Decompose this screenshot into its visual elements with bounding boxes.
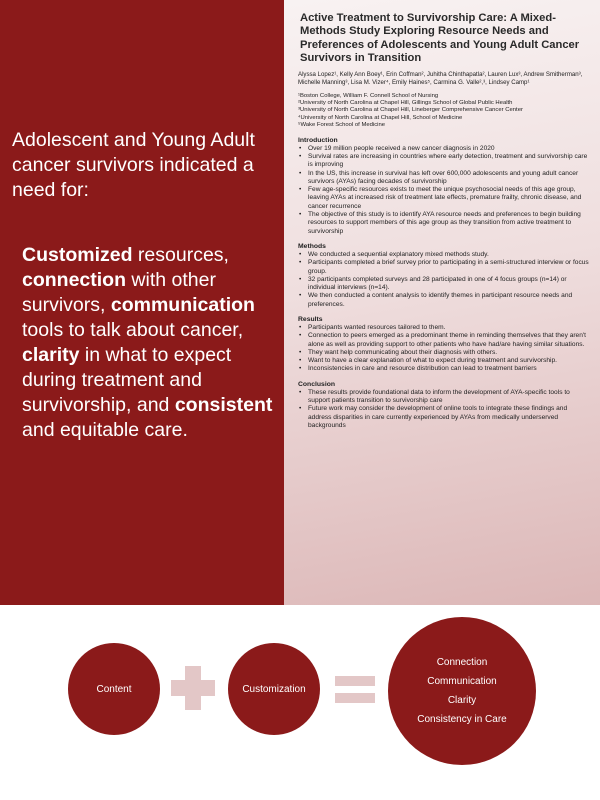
content-circle — [68, 643, 160, 735]
section-introduction — [298, 137, 590, 236]
need-keyword: Customized — [22, 244, 133, 266]
section-heading: Conclusion — [298, 380, 336, 388]
result-item: Clarity — [447, 695, 477, 706]
bullet-item: • Few age-specific resources exists to meet the unique psychosocial needs of this age group, leaving AYAs at increased risk of treatment late effects, premature frailty, chronic disease, and cancer recurrence — [298, 186, 590, 211]
bullet-list — [298, 251, 590, 309]
bullet-item: • In the US, this increase in survival has left over 600,000 adolescents and young adult cancer survivors (AYAs) facing decades of survivorship — [298, 170, 590, 187]
affiliation: ⁴University of North Carolina at Chapel Hill, School of Medicine — [298, 114, 463, 121]
bullet-list — [298, 389, 590, 430]
bullet-item: • Participants completed a brief survey prior to participating in a semi-structured interview or focus group. — [298, 259, 590, 276]
equals-icon — [335, 693, 375, 703]
section-methods — [298, 243, 590, 309]
paper-title: Active Treatment to Survivorship Care: A Mixed-Methods Study Exploring Resource Needs and Preferences of Adolescents and Young Adult Cancer Survivors in Transition — [300, 12, 580, 65]
equals-icon — [335, 676, 375, 686]
affiliations — [298, 93, 590, 130]
need-keyword: clarity — [22, 344, 80, 366]
affiliation: ²University of North Carolina at Chapel Hill, Gillings School of Global Public Health — [298, 100, 513, 107]
section-conclusion — [298, 381, 590, 430]
section-heading: Methods — [298, 242, 326, 250]
need-text: resources, — [132, 244, 229, 266]
need-text: with other survivors, — [22, 269, 216, 316]
need-keyword: consistent — [174, 394, 273, 416]
bullet-list — [298, 324, 590, 374]
affiliation: ³University of North Carolina at Chapel Hill, Lineberger Comprehensive Cancer Center — [298, 107, 523, 114]
bullet-item: • Over 19 million people received a new cancer diagnosis in 2020 — [298, 145, 590, 153]
affiliation: ⁵Wake Forest School of Medicine — [298, 122, 386, 129]
bullet-item: • 32 participants completed surveys and 28 participated in one of 4 focus groups (n=14) or individual interviews (n=14). — [298, 276, 590, 293]
need-keyword: communication — [110, 294, 255, 316]
result-item: Consistency in Care — [417, 714, 507, 725]
bullet-item: • Participants wanted resources tailored to them. — [298, 324, 590, 332]
bullet-item: • They want help communicating about their diagnosis with others. — [298, 349, 590, 357]
plus-icon — [185, 666, 201, 710]
bullet-item: • The objective of this study is to identify AYA resource needs and preferences to begin building resources to support members of this age group as they transition from active treatment to survivorship — [298, 211, 590, 236]
result-item: Connection — [436, 657, 488, 668]
bullet-item: • Connection to peers emerged as a predominant theme in reminding themselves that they aren't alone as well as providing support to other patients who have had/are having similar situations. — [298, 332, 590, 349]
bullet-item: • Future work may consider the development of online tools to integrate these findings and address disparities in care currently experienced by AYAs from medically underserved backgrounds — [298, 405, 590, 430]
resource-equation — [0, 605, 600, 800]
need-text: and equitable care. — [22, 419, 188, 441]
bullet-item: • Inconsistencies in care and resource distribution can lead to treatment barriers — [298, 365, 590, 373]
bullet-item: • We conducted a sequential explanatory mixed methods study. — [298, 251, 590, 259]
affiliation: ¹Boston College, William F. Connell School of Nursing — [298, 92, 439, 99]
content-label: Content — [96, 683, 132, 695]
summary-panel — [0, 0, 284, 605]
result-item: Communication — [427, 676, 497, 687]
abstract-panel — [284, 0, 600, 605]
summary-lead: Adolescent and Young Adult cancer survivors indicated a need for: — [12, 129, 255, 201]
section-heading: Results — [298, 316, 323, 323]
need-keyword: connection — [22, 269, 127, 291]
need-text: tools to talk about cancer, — [22, 319, 244, 341]
bullet-item: • We then conducted a content analysis to identify themes in participant resource needs and preferences. — [298, 292, 590, 309]
bullet-item: • Want to have a clear explanation of what to expect during treatment and survivorship. — [298, 357, 590, 365]
bullet-item: • These results provide foundational data to inform the development of AYA-specific tools to support patients transition to survivorship care — [298, 389, 590, 406]
bullet-list — [298, 145, 590, 236]
needs-statement — [12, 243, 274, 443]
need-text: in what to expect during treatment and survivorship, and — [22, 344, 232, 416]
section-results — [298, 316, 590, 374]
customization-label: Customization — [242, 683, 306, 695]
bullet-item: • Survival rates are increasing in countries where early detection, treatment and survivorship care is improving — [298, 153, 590, 170]
result-circle — [388, 617, 536, 765]
section-heading: Introduction — [298, 136, 338, 144]
author-list: Alyssa Lopez¹, Kelly Ann Boey¹, Erin Coffman², Juhitha Chinthapatla², Lauren Lux³, Andrew Smitherman³, Michelle Manning³, Lisa M. Vizer⁴, Emily Haines⁵, Carmina G. Valle²,³, Lindsey Camp¹ — [298, 70, 583, 86]
customization-circle — [228, 643, 320, 735]
